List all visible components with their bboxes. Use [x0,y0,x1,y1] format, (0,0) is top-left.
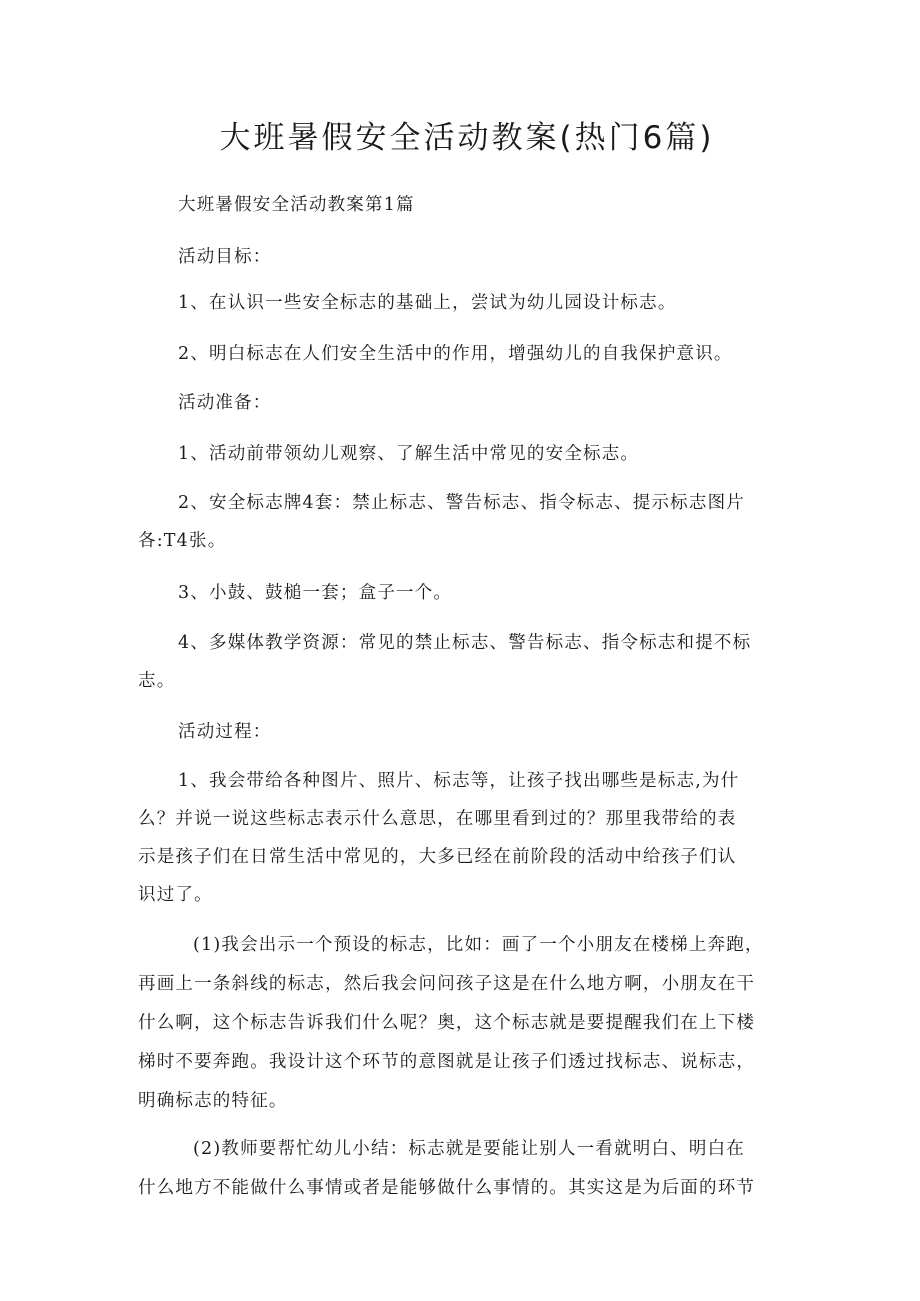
sub-item-1-line-2: 再画上一条斜线的标志，然后我会问问孩子这是在什么地方啊，小朋友在干 [138,974,756,994]
prep-label: 活动准备： [178,393,272,413]
process-item-1-line-3: 示是孩子们在日常生活中常见的，大多已经在前阶段的活动中给孩子们认 [138,847,737,867]
sub-item-2-line-2: 什么地方不能做什么事情或者是能够做什么事情的。其实这是为后面的环节 [138,1178,756,1198]
document-title: 大班暑假安全活动教案(热门6篇) [219,120,715,156]
process-label: 活动过程： [178,722,272,742]
goal-item-1: 1、在认识一些安全标志的基础上，尝试为幼儿园设计标志。 [178,293,677,313]
sub-item-1-line-3: 什么啊，这个标志告诉我们什么呢？奥，这个标志就是要提醒我们在上下楼 [138,1013,756,1033]
goals-label: 活动目标： [178,247,272,267]
prep-item-4-line-2: 志。 [138,671,176,691]
sub-item-1-line-4: 梯时不要奔跑。我设计这个环节的意图就是让孩子们透过找标志、说标志， [138,1052,756,1072]
goal-item-2: 2、明白标志在人们安全生活中的作用，增强幼儿的自我保护意识。 [178,344,733,364]
sub-item-2-line-1: (2)教师要帮忙幼儿小结：标志就是要能让别人一看就明白、明白在 [193,1139,745,1159]
process-item-1-line-4: 识过了。 [138,885,213,905]
sub-item-1-line-5: 明确标志的特征。 [138,1091,288,1111]
section-heading: 大班暑假安全活动教案第1篇 [178,195,415,215]
prep-item-4-line-1: 4、多媒体教学资源：常见的禁止标志、警告标志、指令标志和提不标 [178,633,752,653]
sub-item-1-line-1: (1)我会出示一个预设的标志，比如：画了一个小朋友在楼梯上奔跑， [193,935,764,955]
prep-item-1: 1、活动前带领幼儿观察、了解生活中常见的安全标志。 [178,444,640,464]
prep-item-3: 3、小鼓、鼓槌一套；盒子一个。 [178,583,453,603]
prep-item-2-line-1: 2、安全标志牌4套：禁止标志、警告标志、指令标志、提示标志图片 [178,493,745,513]
process-item-1-line-1: 1、我会带给各种图片、照片、标志等，让孩子找出哪些是标志,为什 [178,771,740,791]
process-item-1-line-2: 么？并说一说这些标志表示什么意思，在哪里看到过的？那里我带给的表 [138,809,737,829]
prep-item-2-line-2: 各:T4张。 [138,531,227,551]
